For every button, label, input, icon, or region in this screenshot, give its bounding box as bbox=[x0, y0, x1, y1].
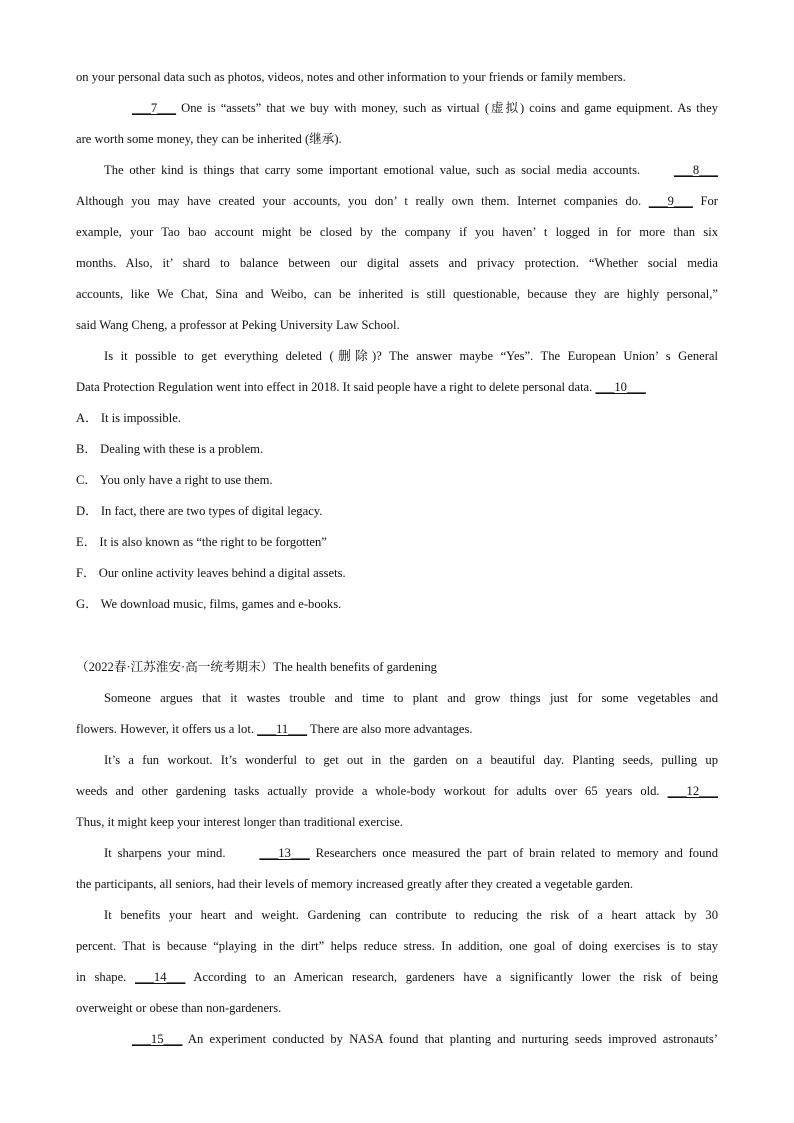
text: are worth some money, they can be inherited (继承). bbox=[76, 132, 342, 146]
paragraph-line bbox=[76, 124, 718, 155]
text: percent. That is because “playing in the dirt” helps reduce stress. In addition, one goal of doing exercises is to stay bbox=[76, 939, 718, 953]
paragraph-line bbox=[76, 869, 718, 900]
paragraph-line bbox=[76, 93, 718, 124]
text: in shape. bbox=[76, 970, 136, 984]
option-c: C． You only have a right to use them. bbox=[76, 473, 273, 487]
paragraph-line bbox=[76, 248, 718, 279]
section-heading bbox=[76, 652, 718, 683]
blank-8: ___8___ bbox=[673, 163, 718, 177]
text: months. Also, it’ shard to balance between our digital assets and privacy protection. “Whether social media bbox=[76, 256, 718, 270]
blank-12: ___12___ bbox=[667, 784, 718, 798]
blank-11: ___11___ bbox=[257, 722, 308, 736]
text: For bbox=[692, 194, 718, 208]
paragraph-line bbox=[76, 217, 718, 248]
paragraph-line bbox=[76, 186, 718, 217]
text: Although you may have created your accounts, you don’ t really own them. Internet companies do. bbox=[76, 194, 649, 208]
blank-14: ___14___ bbox=[135, 970, 186, 984]
paragraph-line bbox=[76, 341, 718, 372]
option-d: D． In fact, there are two types of digital legacy. bbox=[76, 504, 323, 518]
paragraph-line bbox=[76, 279, 718, 310]
paragraph-line bbox=[76, 155, 718, 186]
paragraph-line bbox=[76, 745, 718, 776]
blank-7: ___7___ bbox=[132, 101, 177, 115]
text: the participants, all seniors, had their levels of memory increased greatly after they created a vegetable garden. bbox=[76, 877, 634, 891]
option-e: E． It is also known as “the right to be forgotten” bbox=[76, 535, 327, 549]
text: One is “assets” that we buy with money, such as virtual (虚拟) coins and game equipment. As they bbox=[176, 101, 718, 115]
text: An experiment conducted by NASA found that planting and nurturing seeds improved astronauts’ bbox=[182, 1032, 718, 1046]
text: There are also more advantages. bbox=[307, 722, 473, 736]
option-g: G． We download music, films, games and e-books. bbox=[76, 597, 342, 611]
paragraph-line bbox=[76, 931, 718, 962]
document-page bbox=[76, 62, 718, 1055]
text: example, your Tao bao account might be closed by the company if you haven’ t logged in for more than six bbox=[76, 225, 718, 239]
text: Researchers once measured the part of brain related to memory and found bbox=[309, 846, 718, 860]
blank-13: ___13___ bbox=[259, 846, 310, 860]
text: Data Protection Regulation went into effect in 2018. It said people have a right to delete personal data. bbox=[76, 380, 596, 394]
paragraph-line bbox=[76, 310, 718, 341]
paragraph-line bbox=[76, 62, 718, 93]
text: Thus, it might keep your interest longer than traditional exercise. bbox=[76, 815, 403, 829]
blank-9: ___9___ bbox=[648, 194, 693, 208]
paragraph-line bbox=[76, 714, 718, 745]
text: It benefits your heart and weight. Gardening can contribute to reducing the risk of a heart attack by 30 bbox=[104, 908, 718, 922]
text: accounts, like We Chat, Sina and Weibo, can be inherited is still questionable, because they are highly personal,” bbox=[76, 287, 718, 301]
paragraph-line bbox=[76, 807, 718, 838]
text: weeds and other gardening tasks actually provide a whole-body workout for adults over 65 years old. bbox=[76, 784, 668, 798]
text: Is it possible to get everything deleted (删除)? The answer maybe “Yes”. The European Union’ s General bbox=[104, 349, 718, 363]
section-source: （2022春·江苏淮安·高一统考期末） bbox=[76, 660, 274, 674]
text: The other kind is things that carry some important emotional value, such as social media accounts. bbox=[104, 163, 646, 177]
text: on your personal data such as photos, videos, notes and other information to your friends or family members. bbox=[76, 70, 626, 84]
paragraph-line bbox=[76, 372, 718, 403]
blank-10: ___10___ bbox=[595, 380, 646, 394]
text: overweight or obese than non-gardeners. bbox=[76, 1001, 282, 1015]
text: It’s a fun workout. It’s wonderful to get out in the garden on a beautiful day. Planting seeds, pulling up bbox=[104, 753, 718, 767]
paragraph-line bbox=[76, 900, 718, 931]
paragraph-line bbox=[76, 776, 718, 807]
option-b: B． Dealing with these is a problem. bbox=[76, 442, 264, 456]
text: It sharpens your mind. bbox=[104, 846, 232, 860]
paragraph-line bbox=[76, 1024, 718, 1055]
paragraph-line bbox=[76, 993, 718, 1024]
spacer bbox=[76, 620, 718, 652]
text: flowers. However, it offers us a lot. bbox=[76, 722, 258, 736]
paragraph-line bbox=[76, 838, 718, 869]
option-f: F． Our online activity leaves behind a digital assets. bbox=[76, 566, 346, 580]
blank-15: ___15___ bbox=[132, 1032, 183, 1046]
text: Someone argues that it wastes trouble and time to plant and grow things just for some vegetables and bbox=[104, 691, 718, 705]
option-a: A． It is impossible. bbox=[76, 411, 181, 425]
paragraph-line bbox=[76, 962, 718, 993]
text: According to an American research, gardeners have a significantly lower the risk of being bbox=[185, 970, 718, 984]
paragraph-line bbox=[76, 683, 718, 714]
text: said Wang Cheng, a professor at Peking University Law School. bbox=[76, 318, 400, 332]
section-title: The health benefits of gardening bbox=[273, 660, 437, 674]
option-list bbox=[76, 403, 718, 620]
